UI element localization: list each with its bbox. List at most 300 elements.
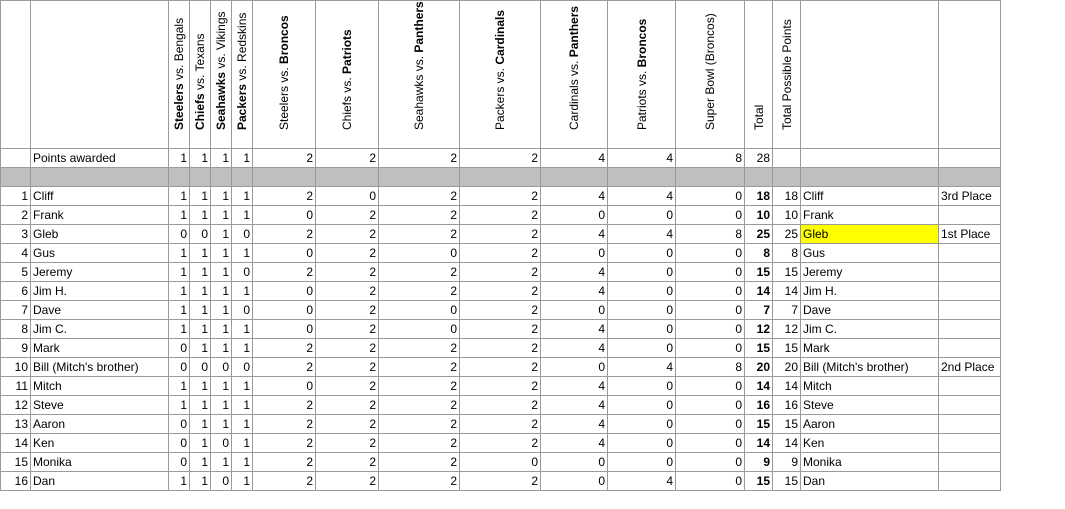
place-cell[interactable] [939, 282, 1001, 301]
row-number-cell[interactable]: 1 [1, 187, 31, 206]
score-cell[interactable]: 1 [211, 282, 232, 301]
score-cell[interactable]: 0 [608, 434, 676, 453]
column-header[interactable] [745, 1, 773, 149]
score-cell[interactable]: 1 [190, 453, 211, 472]
score-cell[interactable]: 2 [460, 244, 541, 263]
score-cell[interactable]: 2 [379, 434, 460, 453]
result-name-cell[interactable]: Steve [801, 396, 939, 415]
score-cell[interactable]: 4 [541, 396, 608, 415]
score-cell[interactable]: 1 [232, 377, 253, 396]
total-cell[interactable]: 20 [745, 358, 773, 377]
cell[interactable] [939, 149, 1001, 168]
result-total-cell[interactable]: 16 [773, 396, 801, 415]
result-name-cell[interactable]: Mark [801, 339, 939, 358]
score-cell[interactable]: 1 [232, 244, 253, 263]
points-awarded-label[interactable]: Points awarded [31, 149, 169, 168]
score-cell[interactable]: 1 [169, 282, 190, 301]
result-total-cell[interactable]: 20 [773, 358, 801, 377]
score-cell[interactable]: 1 [211, 244, 232, 263]
score-cell[interactable]: 0 [232, 301, 253, 320]
score-cell[interactable]: 0 [253, 320, 316, 339]
column-header[interactable] [211, 1, 232, 149]
row-number-cell[interactable] [1, 149, 31, 168]
player-name-cell[interactable]: Dave [31, 301, 169, 320]
score-cell[interactable]: 1 [169, 187, 190, 206]
score-cell[interactable]: 0 [190, 358, 211, 377]
player-name-cell[interactable]: Steve [31, 396, 169, 415]
score-cell[interactable]: 0 [608, 396, 676, 415]
score-cell[interactable]: 0 [676, 377, 745, 396]
player-name-cell[interactable]: Mark [31, 339, 169, 358]
score-cell[interactable]: 2 [379, 377, 460, 396]
header-blank-cell[interactable] [31, 1, 169, 149]
score-cell[interactable]: 0 [541, 358, 608, 377]
score-cell[interactable]: 1 [190, 320, 211, 339]
result-name-cell[interactable]: Jim H. [801, 282, 939, 301]
points-value-cell[interactable]: 1 [211, 149, 232, 168]
score-cell[interactable]: 4 [541, 339, 608, 358]
result-name-cell[interactable]: Dan [801, 472, 939, 491]
score-cell[interactable]: 2 [460, 206, 541, 225]
column-header[interactable] [541, 1, 608, 149]
score-cell[interactable]: 1 [232, 339, 253, 358]
points-value-cell[interactable]: 1 [232, 149, 253, 168]
points-value-cell[interactable]: 2 [253, 149, 316, 168]
score-cell[interactable]: 1 [211, 339, 232, 358]
score-cell[interactable]: 0 [676, 206, 745, 225]
score-cell[interactable]: 1 [190, 339, 211, 358]
result-total-cell[interactable]: 9 [773, 453, 801, 472]
score-cell[interactable]: 1 [232, 282, 253, 301]
score-cell[interactable]: 2 [316, 339, 379, 358]
score-cell[interactable]: 0 [169, 453, 190, 472]
total-cell[interactable]: 14 [745, 377, 773, 396]
score-cell[interactable]: 1 [190, 263, 211, 282]
player-name-cell[interactable]: Frank [31, 206, 169, 225]
row-number-cell[interactable]: 14 [1, 434, 31, 453]
score-cell[interactable]: 2 [460, 263, 541, 282]
player-name-cell[interactable]: Aaron [31, 415, 169, 434]
score-cell[interactable]: 2 [316, 320, 379, 339]
score-cell[interactable]: 1 [190, 187, 211, 206]
total-cell[interactable]: 15 [745, 263, 773, 282]
separator-cell[interactable] [801, 168, 939, 187]
row-number-cell[interactable]: 10 [1, 358, 31, 377]
score-cell[interactable]: 0 [169, 415, 190, 434]
score-cell[interactable]: 2 [253, 187, 316, 206]
score-cell[interactable]: 1 [232, 434, 253, 453]
place-cell[interactable] [939, 301, 1001, 320]
score-cell[interactable]: 2 [379, 415, 460, 434]
score-cell[interactable]: 2 [316, 472, 379, 491]
score-cell[interactable]: 0 [608, 377, 676, 396]
result-name-cell[interactable]: Dave [801, 301, 939, 320]
result-total-cell[interactable]: 12 [773, 320, 801, 339]
row-number-cell[interactable]: 16 [1, 472, 31, 491]
score-cell[interactable]: 2 [316, 434, 379, 453]
score-cell[interactable]: 4 [541, 187, 608, 206]
row-number-cell[interactable]: 13 [1, 415, 31, 434]
score-cell[interactable]: 1 [232, 187, 253, 206]
score-cell[interactable]: 0 [541, 206, 608, 225]
place-cell[interactable] [939, 244, 1001, 263]
score-cell[interactable]: 4 [608, 187, 676, 206]
result-total-cell[interactable]: 15 [773, 263, 801, 282]
score-cell[interactable]: 0 [676, 434, 745, 453]
score-cell[interactable]: 0 [608, 244, 676, 263]
result-name-cell[interactable]: Jeremy [801, 263, 939, 282]
place-cell[interactable]: 2nd Place [939, 358, 1001, 377]
score-cell[interactable]: 2 [253, 225, 316, 244]
score-cell[interactable]: 1 [190, 377, 211, 396]
player-name-cell[interactable]: Gus [31, 244, 169, 263]
score-cell[interactable]: 1 [190, 244, 211, 263]
result-total-cell[interactable]: 10 [773, 206, 801, 225]
score-cell[interactable]: 1 [232, 453, 253, 472]
column-header[interactable] [190, 1, 211, 149]
score-cell[interactable]: 0 [379, 244, 460, 263]
score-cell[interactable]: 0 [608, 263, 676, 282]
total-cell[interactable]: 15 [745, 415, 773, 434]
score-cell[interactable]: 4 [541, 282, 608, 301]
score-cell[interactable]: 1 [169, 320, 190, 339]
score-cell[interactable]: 2 [316, 396, 379, 415]
result-total-cell[interactable]: 7 [773, 301, 801, 320]
score-cell[interactable]: 0 [169, 434, 190, 453]
column-header[interactable] [232, 1, 253, 149]
separator-cell[interactable] [1, 168, 31, 187]
score-cell[interactable]: 2 [460, 187, 541, 206]
score-cell[interactable]: 2 [379, 396, 460, 415]
score-cell[interactable]: 0 [676, 472, 745, 491]
result-name-cell[interactable]: Cliff [801, 187, 939, 206]
row-number-cell[interactable]: 3 [1, 225, 31, 244]
score-cell[interactable]: 1 [169, 301, 190, 320]
score-cell[interactable]: 0 [608, 453, 676, 472]
score-cell[interactable]: 2 [379, 453, 460, 472]
points-value-cell[interactable]: 2 [316, 149, 379, 168]
score-cell[interactable]: 0 [608, 339, 676, 358]
score-cell[interactable]: 0 [608, 320, 676, 339]
score-cell[interactable]: 1 [232, 472, 253, 491]
score-cell[interactable]: 0 [676, 339, 745, 358]
score-cell[interactable]: 2 [460, 339, 541, 358]
separator-cell[interactable] [211, 168, 232, 187]
score-cell[interactable]: 1 [190, 396, 211, 415]
player-name-cell[interactable]: Ken [31, 434, 169, 453]
column-header[interactable] [379, 1, 460, 149]
score-cell[interactable]: 0 [541, 472, 608, 491]
row-number-cell[interactable]: 15 [1, 453, 31, 472]
result-total-cell[interactable]: 15 [773, 415, 801, 434]
points-value-cell[interactable]: 28 [745, 149, 773, 168]
score-cell[interactable]: 0 [211, 434, 232, 453]
player-name-cell[interactable]: Cliff [31, 187, 169, 206]
score-cell[interactable]: 1 [211, 453, 232, 472]
score-cell[interactable]: 2 [316, 225, 379, 244]
score-cell[interactable]: 1 [211, 377, 232, 396]
score-cell[interactable]: 0 [211, 472, 232, 491]
total-cell[interactable]: 18 [745, 187, 773, 206]
score-cell[interactable]: 2 [316, 377, 379, 396]
score-cell[interactable]: 1 [190, 301, 211, 320]
total-cell[interactable]: 9 [745, 453, 773, 472]
header-blank-cell[interactable] [801, 1, 939, 149]
score-cell[interactable]: 2 [316, 244, 379, 263]
points-value-cell[interactable]: 1 [190, 149, 211, 168]
score-cell[interactable]: 1 [169, 472, 190, 491]
place-cell[interactable] [939, 453, 1001, 472]
result-name-cell[interactable]: Mitch [801, 377, 939, 396]
score-cell[interactable]: 0 [253, 377, 316, 396]
score-cell[interactable]: 2 [379, 339, 460, 358]
score-cell[interactable]: 2 [253, 415, 316, 434]
result-name-cell[interactable]: Frank [801, 206, 939, 225]
score-cell[interactable]: 0 [676, 282, 745, 301]
column-header[interactable] [316, 1, 379, 149]
score-cell[interactable]: 4 [541, 434, 608, 453]
score-cell[interactable]: 2 [316, 263, 379, 282]
score-cell[interactable]: 2 [316, 453, 379, 472]
separator-cell[interactable] [541, 168, 608, 187]
score-cell[interactable]: 0 [676, 320, 745, 339]
column-header[interactable] [608, 1, 676, 149]
result-name-cell[interactable]: Gus [801, 244, 939, 263]
score-cell[interactable]: 0 [608, 301, 676, 320]
score-cell[interactable]: 2 [316, 358, 379, 377]
score-cell[interactable]: 1 [211, 206, 232, 225]
result-name-cell[interactable]: Ken [801, 434, 939, 453]
score-cell[interactable]: 2 [460, 282, 541, 301]
score-cell[interactable]: 1 [190, 415, 211, 434]
column-header[interactable] [676, 1, 745, 149]
place-cell[interactable] [939, 339, 1001, 358]
result-name-cell[interactable]: Monika [801, 453, 939, 472]
column-header[interactable] [773, 1, 801, 149]
total-cell[interactable]: 16 [745, 396, 773, 415]
score-cell[interactable]: 1 [190, 206, 211, 225]
separator-cell[interactable] [190, 168, 211, 187]
score-cell[interactable]: 2 [460, 434, 541, 453]
score-cell[interactable]: 4 [541, 415, 608, 434]
points-value-cell[interactable]: 4 [608, 149, 676, 168]
total-cell[interactable]: 15 [745, 339, 773, 358]
score-cell[interactable]: 0 [232, 358, 253, 377]
player-name-cell[interactable]: Mitch [31, 377, 169, 396]
score-cell[interactable]: 2 [253, 396, 316, 415]
result-total-cell[interactable]: 15 [773, 339, 801, 358]
score-cell[interactable]: 4 [541, 377, 608, 396]
score-cell[interactable]: 1 [211, 396, 232, 415]
player-name-cell[interactable]: Jeremy [31, 263, 169, 282]
player-name-cell[interactable]: Monika [31, 453, 169, 472]
column-header[interactable] [169, 1, 190, 149]
score-cell[interactable]: 1 [169, 396, 190, 415]
score-cell[interactable]: 0 [253, 206, 316, 225]
points-value-cell[interactable]: 2 [379, 149, 460, 168]
score-cell[interactable]: 1 [211, 301, 232, 320]
separator-cell[interactable] [169, 168, 190, 187]
score-cell[interactable]: 1 [190, 434, 211, 453]
row-number-cell[interactable]: 12 [1, 396, 31, 415]
result-name-cell[interactable]: Gleb [801, 225, 939, 244]
score-cell[interactable]: 1 [211, 320, 232, 339]
score-cell[interactable]: 2 [316, 415, 379, 434]
points-value-cell[interactable]: 8 [676, 149, 745, 168]
result-name-cell[interactable]: Jim C. [801, 320, 939, 339]
row-number-cell[interactable]: 2 [1, 206, 31, 225]
separator-cell[interactable] [316, 168, 379, 187]
score-cell[interactable]: 0 [676, 453, 745, 472]
row-number-cell[interactable]: 9 [1, 339, 31, 358]
total-cell[interactable]: 7 [745, 301, 773, 320]
place-cell[interactable]: 3rd Place [939, 187, 1001, 206]
separator-cell[interactable] [460, 168, 541, 187]
total-cell[interactable]: 8 [745, 244, 773, 263]
score-cell[interactable]: 0 [316, 187, 379, 206]
total-cell[interactable]: 10 [745, 206, 773, 225]
score-cell[interactable]: 0 [676, 301, 745, 320]
place-cell[interactable] [939, 434, 1001, 453]
score-cell[interactable]: 0 [253, 244, 316, 263]
result-total-cell[interactable]: 14 [773, 434, 801, 453]
score-cell[interactable]: 1 [232, 206, 253, 225]
score-cell[interactable]: 4 [541, 263, 608, 282]
result-name-cell[interactable]: Bill (Mitch's brother) [801, 358, 939, 377]
points-value-cell[interactable]: 1 [169, 149, 190, 168]
score-cell[interactable]: 1 [169, 377, 190, 396]
score-cell[interactable]: 0 [608, 415, 676, 434]
separator-cell[interactable] [232, 168, 253, 187]
score-cell[interactable]: 8 [676, 225, 745, 244]
place-cell[interactable] [939, 320, 1001, 339]
separator-cell[interactable] [745, 168, 773, 187]
score-cell[interactable]: 0 [232, 225, 253, 244]
corner-cell[interactable] [1, 1, 31, 149]
place-cell[interactable] [939, 415, 1001, 434]
score-cell[interactable]: 1 [211, 225, 232, 244]
score-cell[interactable]: 0 [676, 187, 745, 206]
row-number-cell[interactable]: 5 [1, 263, 31, 282]
score-cell[interactable]: 0 [541, 244, 608, 263]
result-total-cell[interactable]: 8 [773, 244, 801, 263]
separator-cell[interactable] [608, 168, 676, 187]
score-cell[interactable]: 0 [460, 453, 541, 472]
result-name-cell[interactable]: Aaron [801, 415, 939, 434]
place-cell[interactable] [939, 472, 1001, 491]
score-cell[interactable]: 2 [379, 187, 460, 206]
score-cell[interactable]: 2 [379, 263, 460, 282]
cell[interactable] [773, 149, 801, 168]
score-cell[interactable]: 2 [253, 434, 316, 453]
score-cell[interactable]: 4 [608, 225, 676, 244]
place-cell[interactable] [939, 396, 1001, 415]
score-cell[interactable]: 2 [379, 206, 460, 225]
score-cell[interactable]: 2 [253, 453, 316, 472]
points-value-cell[interactable]: 2 [460, 149, 541, 168]
score-cell[interactable]: 1 [211, 415, 232, 434]
score-cell[interactable]: 1 [190, 282, 211, 301]
separator-cell[interactable] [939, 168, 1001, 187]
score-cell[interactable]: 2 [316, 206, 379, 225]
score-cell[interactable]: 2 [253, 263, 316, 282]
player-name-cell[interactable]: Jim C. [31, 320, 169, 339]
score-cell[interactable]: 2 [379, 282, 460, 301]
score-cell[interactable]: 2 [460, 415, 541, 434]
score-cell[interactable]: 2 [460, 396, 541, 415]
row-number-cell[interactable]: 7 [1, 301, 31, 320]
score-cell[interactable]: 0 [379, 320, 460, 339]
row-number-cell[interactable]: 6 [1, 282, 31, 301]
score-cell[interactable]: 2 [316, 282, 379, 301]
score-cell[interactable]: 1 [211, 187, 232, 206]
player-name-cell[interactable]: Bill (Mitch's brother) [31, 358, 169, 377]
result-total-cell[interactable]: 14 [773, 282, 801, 301]
place-cell[interactable] [939, 206, 1001, 225]
score-cell[interactable]: 0 [253, 301, 316, 320]
score-cell[interactable]: 2 [379, 472, 460, 491]
separator-cell[interactable] [253, 168, 316, 187]
score-cell[interactable]: 2 [379, 225, 460, 244]
score-cell[interactable]: 2 [253, 339, 316, 358]
score-cell[interactable]: 1 [169, 263, 190, 282]
score-cell[interactable]: 2 [316, 301, 379, 320]
score-cell[interactable]: 0 [676, 396, 745, 415]
score-cell[interactable]: 1 [232, 396, 253, 415]
column-header[interactable] [460, 1, 541, 149]
total-cell[interactable]: 14 [745, 434, 773, 453]
score-cell[interactable]: 0 [541, 301, 608, 320]
score-cell[interactable]: 2 [460, 301, 541, 320]
total-cell[interactable]: 15 [745, 472, 773, 491]
player-name-cell[interactable]: Dan [31, 472, 169, 491]
score-cell[interactable]: 4 [608, 358, 676, 377]
score-cell[interactable]: 2 [460, 377, 541, 396]
result-total-cell[interactable]: 25 [773, 225, 801, 244]
score-cell[interactable]: 4 [541, 225, 608, 244]
score-cell[interactable]: 1 [232, 415, 253, 434]
score-cell[interactable]: 2 [460, 225, 541, 244]
result-total-cell[interactable]: 14 [773, 377, 801, 396]
points-value-cell[interactable]: 4 [541, 149, 608, 168]
score-cell[interactable]: 2 [379, 358, 460, 377]
place-cell[interactable] [939, 263, 1001, 282]
score-cell[interactable]: 1 [169, 244, 190, 263]
row-number-cell[interactable]: 11 [1, 377, 31, 396]
score-cell[interactable]: 0 [190, 225, 211, 244]
score-cell[interactable]: 2 [460, 358, 541, 377]
score-cell[interactable]: 1 [211, 263, 232, 282]
player-name-cell[interactable]: Gleb [31, 225, 169, 244]
score-cell[interactable]: 4 [541, 320, 608, 339]
row-number-cell[interactable]: 4 [1, 244, 31, 263]
score-cell[interactable]: 2 [460, 320, 541, 339]
result-total-cell[interactable]: 15 [773, 472, 801, 491]
score-cell[interactable]: 2 [253, 358, 316, 377]
column-header[interactable] [253, 1, 316, 149]
cell[interactable] [801, 149, 939, 168]
header-blank-cell[interactable] [939, 1, 1001, 149]
total-cell[interactable]: 12 [745, 320, 773, 339]
score-cell[interactable]: 0 [232, 263, 253, 282]
score-cell[interactable]: 8 [676, 358, 745, 377]
player-name-cell[interactable]: Jim H. [31, 282, 169, 301]
separator-cell[interactable] [31, 168, 169, 187]
place-cell[interactable]: 1st Place [939, 225, 1001, 244]
separator-cell[interactable] [676, 168, 745, 187]
score-cell[interactable]: 0 [253, 282, 316, 301]
score-cell[interactable]: 4 [608, 472, 676, 491]
